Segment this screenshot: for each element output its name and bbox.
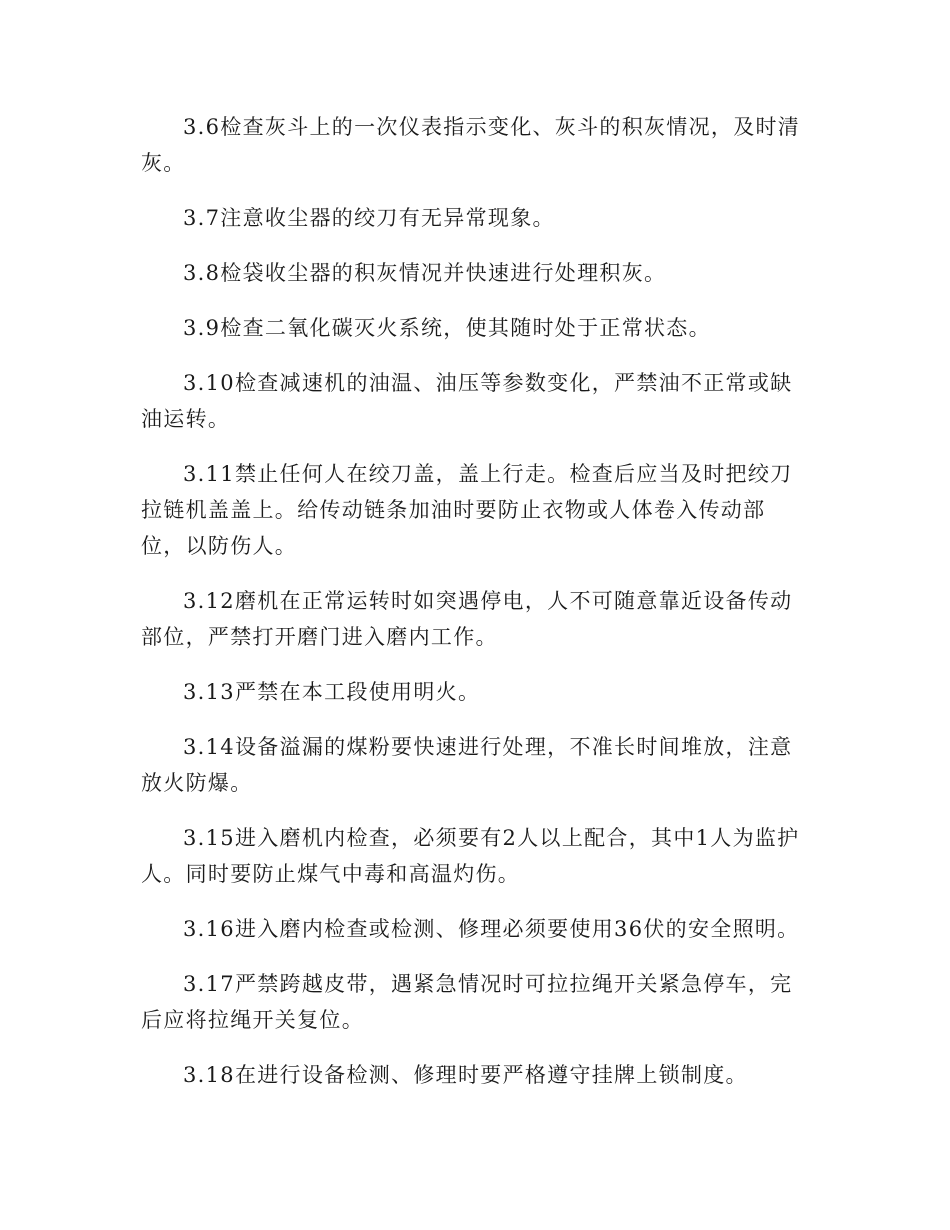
- procedure-item-3-7: 3.7注意收尘器的绞刀有无异常现象。: [183, 206, 555, 230]
- procedure-item-3-9: 3.9检查二氧化碳灭火系统，使其随时处于正常状态。: [183, 316, 711, 340]
- procedure-item-3-8: 3.8检袋收尘器的积灰情况并快速进行处理积灰。: [183, 261, 667, 285]
- procedure-item-3-16: 3.16进入磨内检查或检测、修理必须要使用36伏的安全照明。: [183, 917, 800, 941]
- procedure-item-3-12: 3.12磨机在正常运转时如突遇停电，人不可随意靠近设备传动部位，严禁打开磨门进入磨内工作。: [141, 589, 793, 649]
- procedure-item-3-14: 3.14设备溢漏的煤粉要快速进行处理，不准长时间堆放，注意放火防爆。: [141, 735, 793, 795]
- procedure-item-3-18: 3.18在进行设备检测、修理时要严格遵守挂牌上锁制度。: [183, 1063, 748, 1087]
- procedure-item-3-13: 3.13严禁在本工段使用明火。: [183, 680, 481, 704]
- procedure-item-3-11: 3.11禁止任何人在绞刀盖，盖上行走。检查后应当及时把绞刀拉链机盖盖上。给传动链条加油时要防止衣物或人体卷入传动部位，以防伤人。: [141, 462, 793, 558]
- procedure-list: [141, 109, 806, 1112]
- procedure-item-3-10: 3.10检查减速机的油温、油压等参数变化，严禁油不正常或缺油运转。: [141, 371, 793, 431]
- procedure-item-3-15: 3.15进入磨机内检查，必须要有2人以上配合，其中1人为监护人。同时要防止煤气中毒和高温灼伤。: [141, 826, 800, 886]
- procedure-item-3-17: 3.17严禁跨越皮带，遇紧急情况时可拉拉绳开关紧急停车，完后应将拉绳开关复位。: [141, 972, 793, 1032]
- procedure-item-3-6: 3.6检查灰斗上的一次仪表指示变化、灰斗的积灰情况，及时清灰。: [141, 115, 801, 175]
